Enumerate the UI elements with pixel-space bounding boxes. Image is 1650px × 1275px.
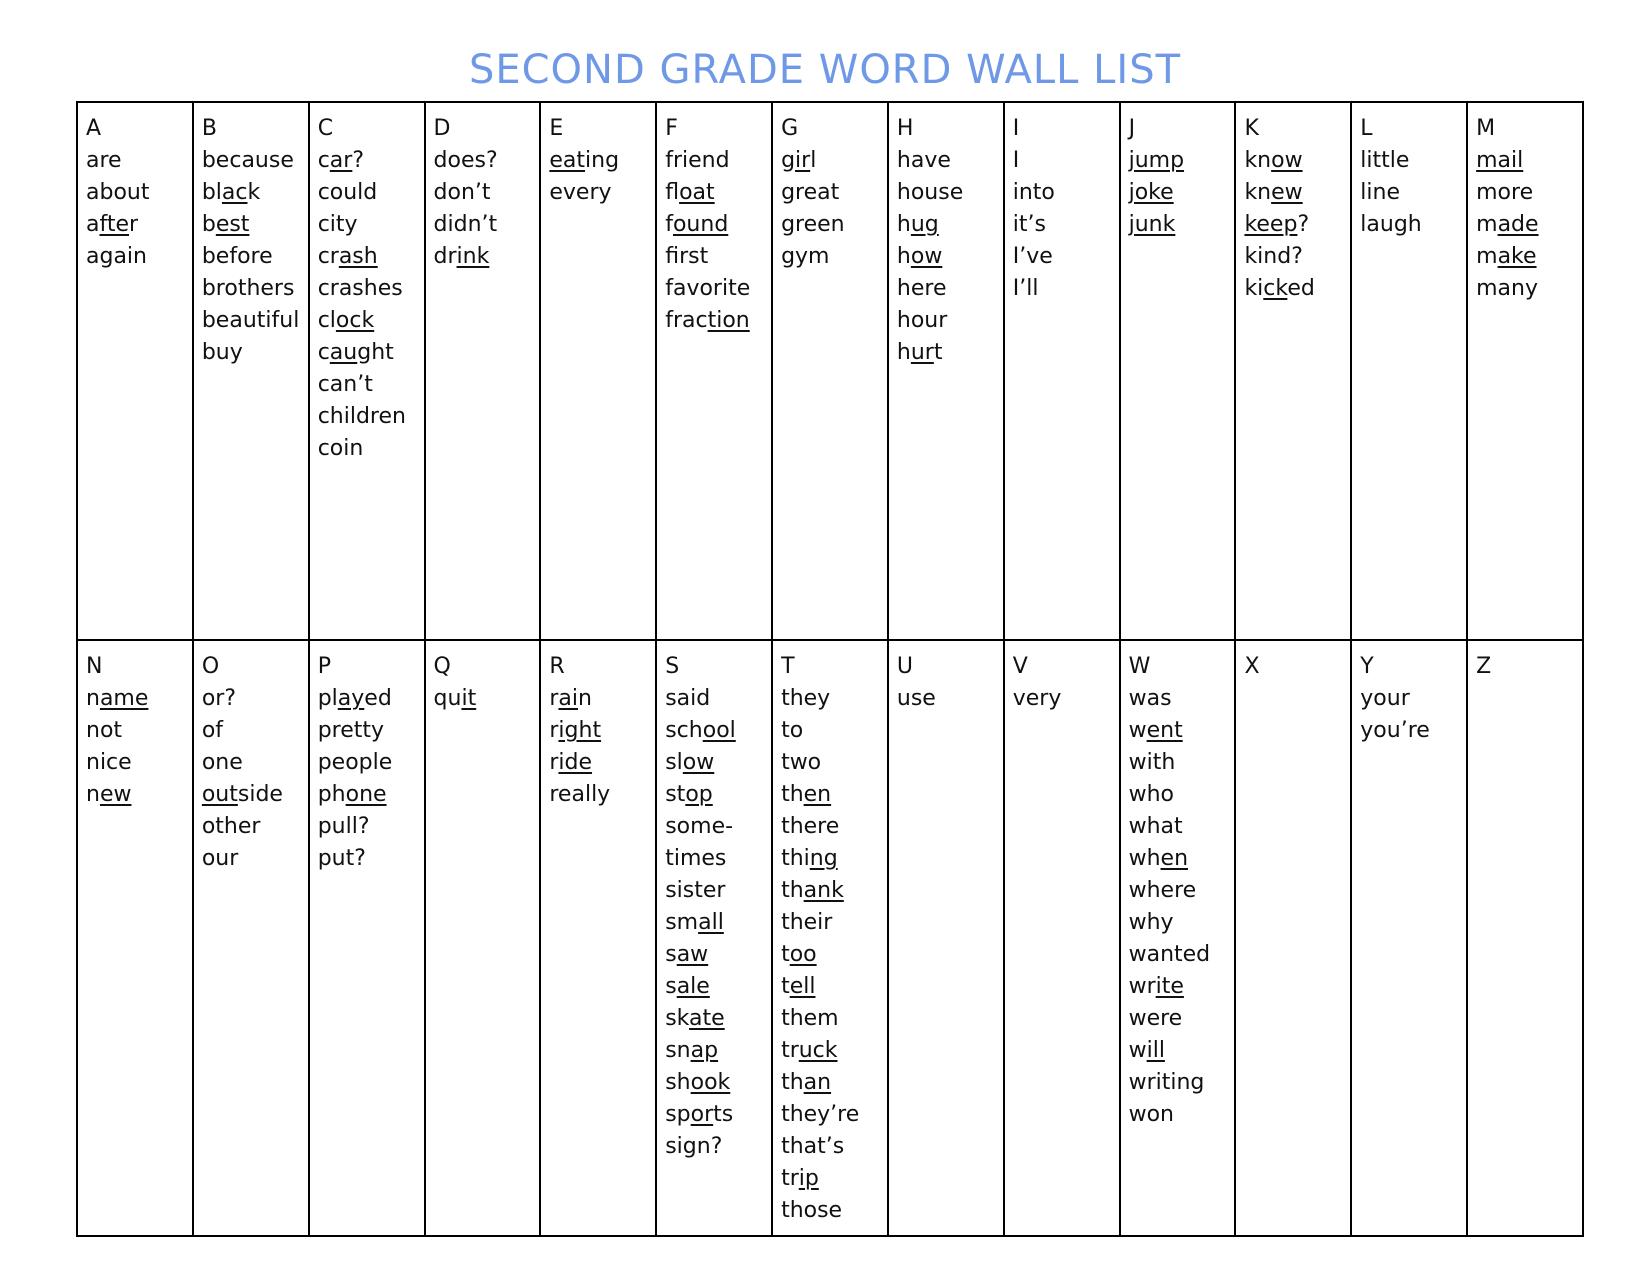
page-title: SECOND GRADE WORD WALL LIST <box>468 47 1182 93</box>
letter-heading: S <box>665 654 680 679</box>
letter-cell-t <box>772 640 888 1236</box>
word-item: than <box>781 1070 832 1095</box>
word-item: two <box>781 750 822 775</box>
letter-heading: U <box>896 654 914 679</box>
word-item: they <box>781 686 831 711</box>
letter-heading: X <box>1244 654 1260 679</box>
word-item: made <box>1476 212 1539 237</box>
word-item: new <box>86 782 132 807</box>
letter-cell-f <box>656 102 772 640</box>
word-item: your <box>1360 686 1410 711</box>
letter-cell-w <box>1120 640 1236 1236</box>
table-row <box>77 102 1583 640</box>
word-item: sports <box>665 1102 734 1127</box>
word-item: kicked <box>1244 276 1315 301</box>
letter-cell-s <box>656 640 772 1236</box>
letter-heading: J <box>1128 116 1136 141</box>
word-item: girl <box>781 148 817 173</box>
word-item: their <box>781 910 833 935</box>
word-item: beautiful <box>201 308 300 333</box>
word-item: ride <box>549 750 593 775</box>
word-item: I’ll <box>1012 276 1039 301</box>
word-item: knew <box>1244 180 1303 205</box>
word-item: after <box>86 212 139 237</box>
letter-cell-r <box>540 640 656 1236</box>
word-item: more <box>1476 180 1534 205</box>
word-item: shook <box>665 1070 731 1095</box>
word-item: outside <box>201 782 283 807</box>
word-item: why <box>1128 910 1174 935</box>
word-item: I <box>1012 148 1020 173</box>
word-item: favorite <box>665 276 751 301</box>
letter-heading: A <box>86 116 102 141</box>
word-item: was <box>1128 686 1172 711</box>
word-item: right <box>549 718 602 743</box>
word-item: where <box>1128 878 1197 903</box>
word-item: thing <box>781 846 838 871</box>
word-item: hurt <box>896 340 943 365</box>
word-item: car? <box>317 148 365 173</box>
word-item: other <box>201 814 261 839</box>
word-item: phone <box>317 782 387 807</box>
letter-heading: Q <box>433 654 451 679</box>
word-item: truck <box>781 1038 838 1063</box>
word-item: not <box>86 718 123 743</box>
word-item: laugh <box>1360 212 1422 237</box>
word-item: make <box>1476 244 1537 269</box>
letter-cell-q <box>425 640 541 1236</box>
word-item: black <box>201 180 261 205</box>
word-item: have <box>896 148 951 173</box>
word-item: quit <box>433 686 477 711</box>
word-item: every <box>549 180 612 205</box>
word-item: eating <box>549 148 620 173</box>
word-item: trip <box>781 1166 819 1191</box>
letter-cell-i <box>1004 102 1120 640</box>
word-item: children <box>317 404 406 429</box>
word-item: were <box>1128 1006 1183 1031</box>
word-item: house <box>896 180 964 205</box>
letter-cell-l <box>1351 102 1467 640</box>
word-item: won <box>1128 1102 1174 1127</box>
word-item: use <box>896 686 936 711</box>
word-item: I’ve <box>1012 244 1053 269</box>
word-item: with <box>1128 750 1176 775</box>
letter-heading: W <box>1128 654 1151 679</box>
word-item: wanted <box>1128 942 1211 967</box>
word-item: know <box>1244 148 1303 173</box>
letter-heading: T <box>781 654 795 679</box>
word-item: found <box>665 212 729 237</box>
word-item: coin <box>317 436 364 461</box>
letter-cell-o <box>193 640 309 1236</box>
word-item: line <box>1360 180 1400 205</box>
word-item: tell <box>781 974 816 999</box>
word-item: write <box>1128 974 1184 999</box>
word-item: brothers <box>201 276 295 301</box>
word-item: kind? <box>1244 244 1303 269</box>
word-item: again <box>86 244 147 269</box>
word-item: slow <box>665 750 715 775</box>
letter-cell-v <box>1004 640 1120 1236</box>
word-item: those <box>781 1198 843 1223</box>
word-item: float <box>665 180 715 205</box>
letter-cell-p <box>309 640 425 1236</box>
word-item: times <box>665 846 727 871</box>
word-item: can’t <box>317 372 373 397</box>
word-item: how <box>896 244 943 269</box>
word-item: drink <box>433 244 490 269</box>
word-item: nice <box>86 750 132 775</box>
letter-cell-k <box>1235 102 1351 640</box>
word-item: gym <box>781 244 830 269</box>
word-item: rain <box>549 686 592 711</box>
word-item: it’s <box>1012 212 1046 237</box>
word-item: first <box>665 244 709 269</box>
letter-heading: H <box>896 116 914 141</box>
letter-heading: N <box>86 654 103 679</box>
letter-heading: O <box>201 654 220 679</box>
word-item: didn’t <box>433 212 498 237</box>
word-item: here <box>896 276 947 301</box>
letter-cell-g <box>772 102 888 640</box>
letter-cell-m <box>1467 102 1583 640</box>
letter-cell-y <box>1351 640 1467 1236</box>
word-item: then <box>781 782 832 807</box>
word-item: too <box>781 942 817 967</box>
word-item: very <box>1012 686 1062 711</box>
letter-cell-a <box>77 102 193 640</box>
letter-cell-j <box>1120 102 1236 640</box>
word-item: there <box>781 814 840 839</box>
letter-heading: Z <box>1476 654 1492 679</box>
word-item: before <box>201 244 273 269</box>
word-item: sign? <box>665 1134 723 1159</box>
letter-heading: R <box>549 654 565 679</box>
letter-heading: B <box>201 116 217 141</box>
word-item: what <box>1128 814 1183 839</box>
word-item: caught <box>317 340 394 365</box>
word-item: skate <box>665 1006 725 1031</box>
word-item: because <box>201 148 294 173</box>
letter-cell-h <box>888 102 1004 640</box>
letter-heading: Y <box>1360 654 1374 679</box>
word-item: many <box>1476 276 1538 301</box>
letter-cell-x <box>1235 640 1351 1236</box>
word-item: jump <box>1128 148 1185 173</box>
word-item: small <box>665 910 724 935</box>
word-item: to <box>781 718 804 743</box>
word-item: one <box>201 750 243 775</box>
letter-heading: V <box>1012 654 1028 679</box>
word-item: city <box>317 212 358 237</box>
letter-heading: P <box>317 654 331 679</box>
word-item: saw <box>665 942 709 967</box>
letter-heading: I <box>1012 116 1020 141</box>
word-item: hug <box>896 212 939 237</box>
word-item: of <box>201 718 224 743</box>
word-item: will <box>1128 1038 1165 1063</box>
word-item: pretty <box>317 718 385 743</box>
letter-cell-b <box>193 102 309 640</box>
word-item: really <box>549 782 611 807</box>
word-item: little <box>1360 148 1410 173</box>
word-item: pull? <box>317 814 370 839</box>
word-item: they’re <box>781 1102 860 1127</box>
word-item: about <box>86 180 150 205</box>
word-item: or? <box>201 686 237 711</box>
letter-heading: D <box>433 116 451 141</box>
word-item: fraction <box>665 308 750 333</box>
word-item: crashes <box>317 276 403 301</box>
table-row <box>77 640 1583 1236</box>
word-item: are <box>86 148 122 173</box>
word-item: keep? <box>1244 212 1310 237</box>
word-item: sister <box>665 878 726 903</box>
word-item: snap <box>665 1038 719 1063</box>
letter-heading: C <box>317 116 334 141</box>
letter-cell-d <box>425 102 541 640</box>
word-item: writing <box>1128 1070 1205 1095</box>
word-wall-table <box>76 101 1584 1237</box>
word-item: clock <box>317 308 375 333</box>
word-item: that’s <box>781 1134 845 1159</box>
word-item: school <box>665 718 736 743</box>
letter-cell-n <box>77 640 193 1236</box>
letter-cell-z <box>1467 640 1583 1236</box>
word-item: joke <box>1128 180 1174 205</box>
word-item: said <box>665 686 711 711</box>
word-item: put? <box>317 846 366 871</box>
word-item: could <box>317 180 378 205</box>
word-item: does? <box>433 148 498 173</box>
letter-cell-u <box>888 640 1004 1236</box>
word-item: who <box>1128 782 1174 807</box>
letter-heading: K <box>1244 116 1259 141</box>
letter-heading: E <box>549 116 564 141</box>
letter-heading: M <box>1476 116 1496 141</box>
word-item: played <box>317 686 392 711</box>
word-item: crash <box>317 244 378 269</box>
word-item: sale <box>665 974 710 999</box>
word-item: our <box>201 846 239 871</box>
word-item: friend <box>665 148 730 173</box>
word-item: great <box>781 180 840 205</box>
word-item: when <box>1128 846 1189 871</box>
word-item: green <box>781 212 845 237</box>
word-item: went <box>1128 718 1183 743</box>
letter-heading: G <box>781 116 799 141</box>
word-item: buy <box>201 340 243 365</box>
word-item: name <box>86 686 149 711</box>
letter-cell-c <box>309 102 425 640</box>
letter-heading: F <box>665 116 678 141</box>
letter-heading: L <box>1360 116 1373 141</box>
letter-cell-e <box>540 102 656 640</box>
word-item: junk <box>1128 212 1176 237</box>
word-item: best <box>201 212 250 237</box>
word-item: hour <box>896 308 948 333</box>
word-item: thank <box>781 878 844 903</box>
word-item: stop <box>665 782 713 807</box>
word-item: you’re <box>1360 718 1430 743</box>
word-item: don’t <box>433 180 491 205</box>
word-item: mail <box>1476 148 1524 173</box>
word-item: some- <box>665 814 734 839</box>
word-item: people <box>317 750 393 775</box>
word-item: them <box>781 1006 839 1031</box>
word-item: into <box>1012 180 1055 205</box>
